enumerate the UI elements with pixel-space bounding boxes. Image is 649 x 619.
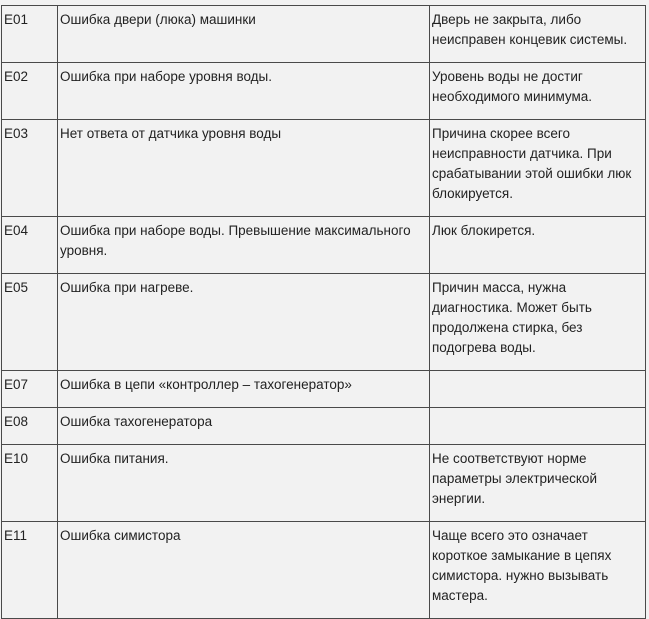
error-note-cell [430,408,646,445]
error-code-cell: E03 [2,120,58,217]
error-description-cell: Ошибка при наборе уровня воды. [58,63,430,120]
error-note-cell [430,371,646,408]
error-code-cell: E02 [2,63,58,120]
error-description-cell: Ошибка тахогенератора [58,408,430,445]
error-code-cell: E01 [2,6,58,63]
error-description-cell: Ошибка питания. [58,445,430,522]
error-description-cell: Ошибка симистора [58,522,430,619]
error-code-cell: E11 [2,522,58,619]
error-note-cell: Не соответствуют норме параметры электрической энергии. [430,445,646,522]
error-code-cell: E05 [2,274,58,371]
table-row [2,6,646,63]
error-description-cell: Нет ответа от датчика уровня воды [58,120,430,217]
error-note-cell: Люк блокирется. [430,217,646,274]
table-row [2,274,646,371]
table-row [2,445,646,522]
table-row [2,63,646,120]
table-row [2,522,646,619]
error-note-cell: Чаще всего это означает короткое замыкание в цепях симистора. нужно вызывать мастера. [430,522,646,619]
error-code-cell: E10 [2,445,58,522]
error-description-cell: Ошибка при наборе воды. Превышение максимального уровня. [58,217,430,274]
table-row [2,408,646,445]
error-description-cell: Ошибка при нагреве. [58,274,430,371]
error-note-cell: Уровень воды не достиг необходимого минимума. [430,63,646,120]
error-code-cell: E07 [2,371,58,408]
error-description-cell: Ошибка в цепи «контроллер – тахогенератор» [58,371,430,408]
error-note-cell: Причин масса, нужна диагностика. Может быть продолжена стирка, без подогрева воды. [430,274,646,371]
error-codes-table [1,5,646,619]
error-code-cell: E08 [2,408,58,445]
table-row [2,120,646,217]
table-row [2,371,646,408]
error-code-cell: E04 [2,217,58,274]
error-note-cell: Дверь не закрыта, либо неисправен концевик системы. [430,6,646,63]
error-description-cell: Ошибка двери (люка) машинки [58,6,430,63]
table-row [2,217,646,274]
error-note-cell: Причина скорее всего неисправности датчика. При срабатывании этой ошибки люк блокируется. [430,120,646,217]
